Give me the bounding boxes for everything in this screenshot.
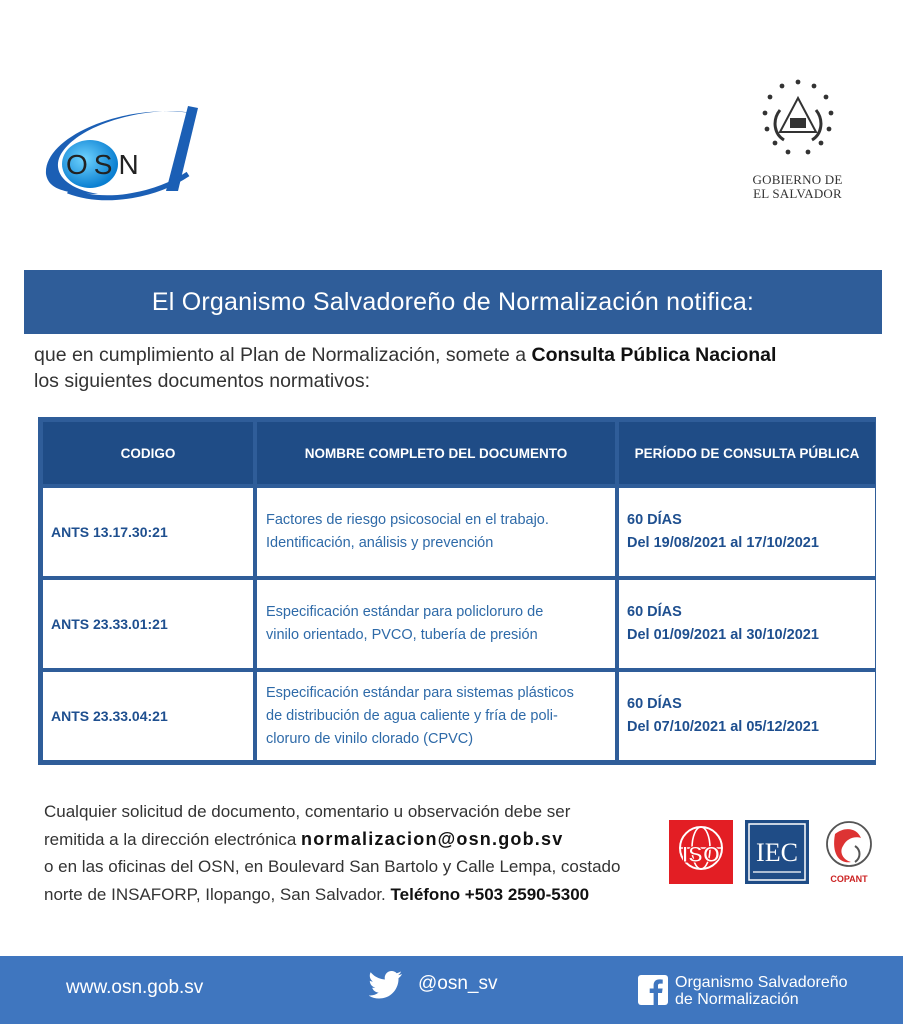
footer-org-line1: Organismo Salvadoreño: [675, 974, 848, 991]
footer-bar: [0, 956, 903, 1024]
contact-line-1: Cualquier solicitud de documento, comentario u observación debe ser: [44, 802, 571, 821]
row-1-range: Del 19/08/2021 al 17/10/2021: [627, 535, 819, 551]
row-2-name-line: Especificación estándar para policloruro de: [266, 604, 544, 620]
contact-paragraph: [44, 798, 654, 908]
footer-website-link[interactable]: www.osn.gob.sv: [66, 977, 204, 998]
copant-logo-text: COPANT: [830, 874, 868, 884]
row-1-name-line: Factores de riesgo psicosocial en el trabajo.: [266, 512, 549, 528]
iec-logo: [745, 820, 809, 884]
row-2-code: ANTS 23.33.01:21: [43, 580, 253, 668]
row-1-days: 60 DÍAS: [627, 512, 682, 528]
contact-line-4: [44, 881, 654, 909]
row-3-range: Del 07/10/2021 al 05/12/2021: [627, 719, 819, 735]
row-2-name: [257, 580, 615, 668]
twitter-icon[interactable]: [369, 970, 403, 1000]
facebook-icon[interactable]: [638, 975, 668, 1005]
gov-text-line1: GOBIERNO DE: [752, 172, 843, 187]
contact-line-4-text: norte de INSAFORP, Ilopango, San Salvador.: [44, 884, 391, 904]
footer-org-line2: de Normalización: [675, 991, 799, 1008]
contact-email-link[interactable]: normalizacion@osn.gob.sv: [301, 828, 564, 849]
row-3-name-line: cloruro de vinilo clorado (CPVC): [266, 730, 474, 747]
osn-logo-text: OSN: [66, 149, 145, 180]
documents-table: [38, 417, 876, 765]
intro-text: que en cumplimiento al Plan de Normalización, somete a: [34, 344, 532, 366]
row-2-name-line: vinilo orientado, PVCO, tubería de presión: [266, 627, 538, 643]
row-3-days: 60 DÍAS: [627, 696, 682, 712]
gov-text-line2: EL SALVADOR: [753, 186, 842, 201]
iso-logo-text: ISO: [682, 842, 720, 867]
gobierno-el-salvador-logo: [740, 76, 855, 206]
column-header-name: NOMBRE COMPLETO DEL DOCUMENTO: [257, 422, 615, 484]
row-3-name-line: de distribución de agua caliente y fría de poli-: [266, 707, 558, 724]
row-3-code: ANTS 23.33.04:21: [43, 672, 253, 760]
intro-paragraph: [34, 342, 874, 394]
row-3-name: [257, 672, 615, 760]
intro-highlight: Consulta Pública Nacional: [531, 344, 777, 366]
footer-twitter-handle[interactable]: @osn_sv: [418, 973, 498, 994]
iec-logo-text: IEC: [756, 838, 798, 867]
row-2-period: [619, 580, 875, 668]
contact-line-3: o en las oficinas del OSN, en Boulevard San Bartolo y Calle Lempa, costado: [44, 857, 621, 876]
row-1-period: [619, 488, 875, 576]
intro-text-after: los siguientes documentos normativos:: [34, 370, 371, 392]
column-header-period: PERÍODO DE CONSULTA PÚBLICA: [619, 422, 875, 484]
iso-logo: [669, 820, 733, 884]
column-header-code: CODIGO: [43, 422, 253, 484]
row-3-period: [619, 672, 875, 760]
row-2-range: Del 01/09/2021 al 30/10/2021: [627, 627, 819, 643]
row-1-name-line: Identificación, análisis y prevención: [266, 535, 494, 551]
footer-org-name[interactable]: [675, 974, 848, 1008]
coat-of-arms-icon: [750, 76, 846, 168]
row-1-code: ANTS 13.17.30:21: [43, 488, 253, 576]
copant-logo: [821, 816, 877, 888]
osn-logo: [38, 96, 203, 206]
contact-line-2-text: remitida a la dirección electrónica: [44, 829, 302, 849]
banner-title: El Organismo Salvadoreño de Normalización notifica:: [151, 287, 755, 316]
contact-line-2: [44, 826, 654, 854]
row-2-days: 60 DÍAS: [627, 604, 682, 620]
notice-banner: [24, 270, 882, 334]
row-1-name: [257, 488, 615, 576]
contact-phone: Teléfono +503 2590-5300: [390, 884, 590, 904]
row-3-name-line: Especificación estándar para sistemas plásticos: [266, 684, 574, 701]
